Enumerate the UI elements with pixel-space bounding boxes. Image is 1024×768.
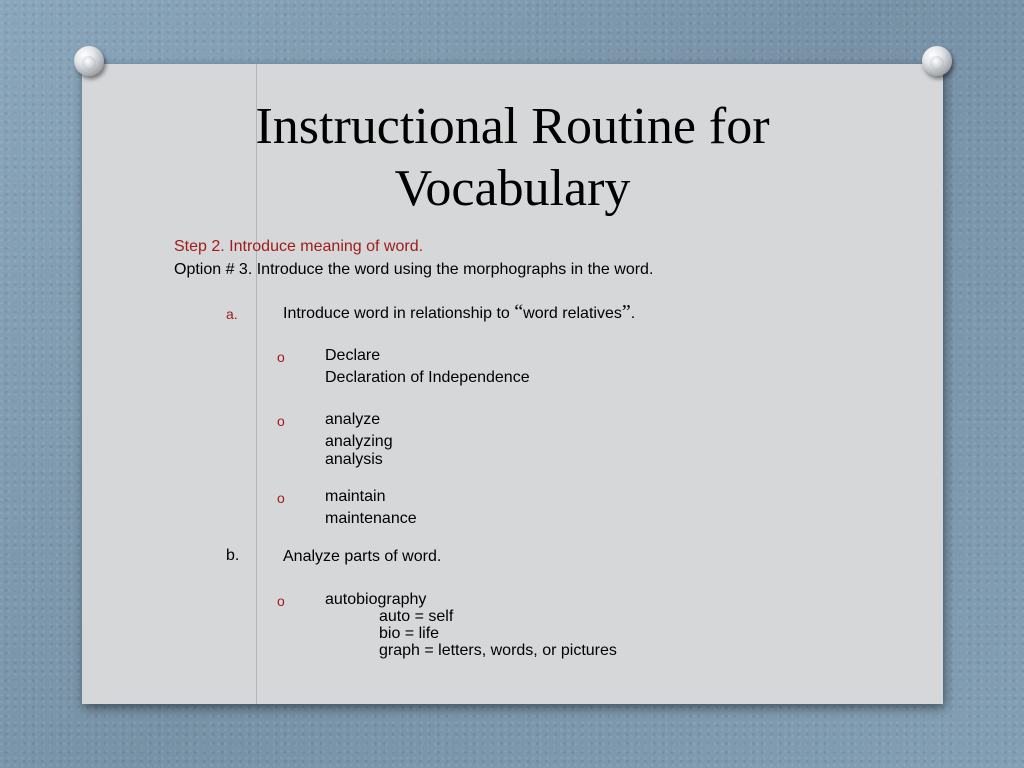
- bullet-marker: o: [277, 349, 285, 365]
- item-a-text-before: Introduce word in relationship to: [283, 305, 515, 322]
- bullet-line: analysis: [325, 451, 383, 468]
- bullet-line: maintenance: [325, 510, 417, 527]
- title-line-2: Vocabulary: [394, 160, 631, 217]
- bullet-marker: o: [277, 413, 285, 429]
- quote-close: ”: [621, 301, 631, 323]
- morphograph-line: auto = self: [379, 608, 454, 625]
- bullet-line: autobiography: [325, 591, 427, 608]
- item-b-text: Analyze parts of word.: [283, 548, 442, 565]
- item-a-quoted: word relatives: [523, 305, 622, 322]
- bullet-line: Declare: [325, 347, 381, 364]
- bullet-line: analyzing: [325, 433, 393, 450]
- pushpin-icon: [922, 46, 952, 76]
- morphograph-line: bio = life: [379, 625, 440, 642]
- slide-title: [82, 96, 943, 220]
- pushpin-icon: [74, 46, 104, 76]
- item-a-text-after: .: [630, 305, 636, 322]
- step-heading: Step 2. Introduce meaning of word.: [174, 238, 424, 255]
- option-heading: Option # 3. Introduce the word using the morphographs in the word.: [174, 261, 654, 278]
- bullet-line: Declaration of Independence: [325, 369, 530, 386]
- morphograph-line: graph = letters, words, or pictures: [379, 642, 617, 659]
- quote-open: “: [514, 301, 524, 323]
- bullet-line: analyze: [325, 411, 381, 428]
- bullet-line: maintain: [325, 488, 386, 505]
- bullet-marker: o: [277, 593, 285, 609]
- item-b-marker: b.: [226, 547, 240, 564]
- title-line-1: Instructional Routine for: [255, 98, 770, 155]
- item-a-text: [283, 301, 636, 323]
- item-a-marker: a.: [226, 306, 238, 322]
- bullet-marker: o: [277, 490, 285, 506]
